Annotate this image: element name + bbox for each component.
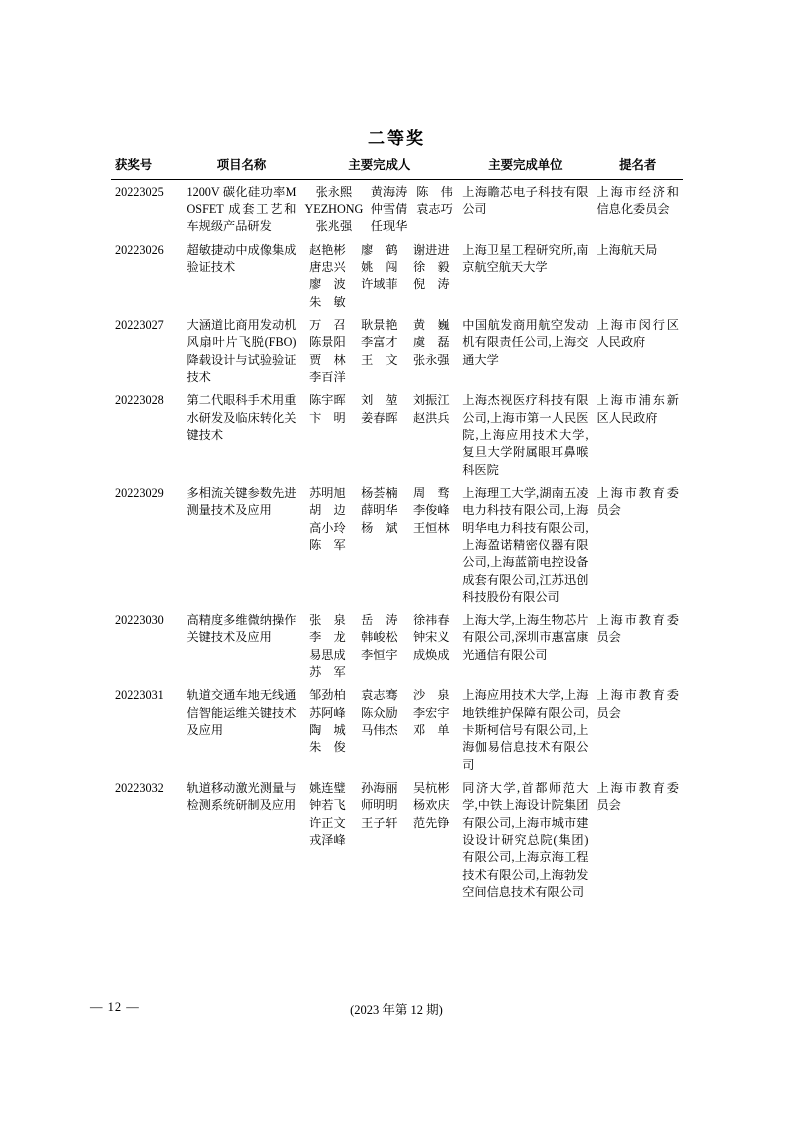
contributor-name: 姚连璧 (309, 781, 346, 796)
cell-main-contributors (300, 483, 458, 610)
cell-nominator: 上海市教育委员会 (596, 781, 679, 813)
cell-main-contributors (300, 685, 458, 778)
contributor-name: 范先铮 (413, 815, 450, 830)
contributor-grid (304, 780, 454, 849)
contributor-name: 孙海丽 (361, 781, 398, 796)
contributor-name: 李百洋 (309, 369, 346, 384)
cell-award-id: 20223029 (115, 485, 164, 500)
contributor-name: 苏阿峰 (309, 705, 346, 720)
contributor-name: 师明明 (361, 798, 398, 813)
contributor-name: 贾 林 (309, 352, 346, 367)
contributor-name: 李 龙 (309, 630, 346, 645)
cell-award-id: 20223026 (115, 242, 164, 257)
table-header-row (111, 155, 683, 179)
contributor-name: 刘 堃 (361, 393, 398, 408)
contributor-name: 姜春晖 (361, 410, 398, 425)
contributor-name: 杨荟楠 (361, 485, 398, 500)
contributor-name: 袁志巧 (416, 201, 453, 216)
contributor-name: 赵艳彬 (309, 242, 346, 257)
cell-project-name: 1200V 碳化硅功率MOSFET 成套工艺和车规级产品研发 (186, 184, 297, 234)
contributor-name: 赵洪兵 (413, 410, 450, 425)
contributor-name: 耿景艳 (361, 317, 398, 332)
contributor-name: 杨 斌 (361, 520, 398, 535)
contributor-name: 钟若飞 (309, 798, 346, 813)
contributor-name: 钟宋义 (413, 630, 450, 645)
contributor-name: 周 骛 (413, 485, 450, 500)
contributor-name: 苏 军 (309, 665, 346, 680)
cell-nominator: 上海市教育委员会 (596, 613, 679, 645)
contributor-name: 王子轩 (361, 815, 398, 830)
table-row (111, 390, 683, 483)
contributor-name: 邹劲柏 (309, 688, 346, 703)
table-row (111, 778, 683, 905)
contributor-name: 张永强 (413, 352, 450, 367)
contributor-name: 李宏宇 (413, 705, 450, 720)
contributor-name: 杨欢庆 (413, 798, 450, 813)
contributor-name: 王 文 (361, 352, 398, 367)
contributor-name: 陶 城 (309, 723, 346, 738)
table-body (111, 179, 683, 905)
cell-main-organizations: 上海杰视医疗科技有限公司,上海市第一人民医院,上海应用技术大学,复旦大学附属眼耳鼻喉科医院 (462, 393, 589, 477)
cell-main-organizations: 中国航发商用航空发动机有限责任公司,上海交通大学 (462, 317, 589, 367)
contributor-name: 许域菲 (361, 277, 398, 292)
cell-project-name: 大涵道比商用发动机风扇叶片飞脱(FBO)降载设计与试验验证技术 (186, 317, 297, 384)
cell-main-organizations: 同济大学,首都师范大学,中铁上海设计院集团有限公司,上海市城市建设设计研究总院(集团)有限公司,上海京海工程技术有限公司,上海勃发空间信息技术有限公司 (462, 781, 589, 900)
cell-award-id: 20223030 (115, 613, 164, 628)
cell-project-name: 超敏捷动中成像集成验证技术 (186, 242, 297, 274)
cell-main-contributors (300, 240, 458, 315)
contributor-name: 许正文 (309, 815, 346, 830)
cell-project-name: 第二代眼科手术用重水研发及临床转化关键技术 (186, 393, 297, 442)
contributor-grid (304, 485, 454, 554)
contributor-name: 岳 涛 (361, 613, 398, 628)
table-row (111, 240, 683, 315)
contributor-name: 徐 毅 (413, 259, 450, 274)
column-header-main-organizations: 主要完成单位 (458, 155, 592, 179)
footer-issue: (2023 年第 12 期) (350, 1003, 443, 1017)
contributor-name: 任现华 (370, 219, 408, 234)
column-header-project-name: 项目名称 (183, 155, 301, 179)
cell-main-organizations: 上海应用技术大学,上海地铁维护保障有限公司,卡斯柯信号有限公司,上海伽易信息技术有限公司 (462, 688, 589, 772)
cell-project-name: 轨道交通车地无线通信智能运维关键技术及应用 (186, 688, 297, 738)
contributor-name: 谢进进 (413, 242, 450, 257)
cell-nominator: 上海市教育委员会 (596, 485, 679, 518)
contributor-name: 成焕成 (413, 647, 450, 662)
contributor-name: 虞 磊 (413, 335, 450, 350)
contributor-grid (304, 612, 454, 681)
table-header (111, 155, 683, 179)
contributor-name: 姚 闯 (361, 259, 398, 274)
cell-award-id: 20223032 (115, 781, 164, 796)
contributor-name: 陈众励 (361, 705, 398, 720)
contributor-name: 唐忠兴 (309, 259, 346, 274)
cell-nominator: 上海市浦东新区人民政府 (596, 393, 679, 425)
contributor-name: 易思成 (309, 647, 346, 662)
cell-project-name: 高精度多维微纳操作关键技术及应用 (186, 613, 297, 645)
contributor-name: 张 泉 (309, 613, 346, 628)
cell-main-contributors (300, 390, 458, 483)
cell-award-id: 20223027 (115, 317, 164, 332)
contributor-name: 沙 泉 (413, 688, 450, 703)
cell-award-id: 20223031 (115, 688, 164, 703)
cell-main-contributors (300, 315, 458, 390)
contributor-grid (304, 392, 454, 427)
contributor-name: 韩峻松 (361, 630, 398, 645)
contributor-name: 戎泽峰 (309, 833, 346, 848)
contributor-name: 黄 巍 (413, 317, 450, 332)
contributor-name: 马伟杰 (361, 723, 398, 738)
contributor-grid (304, 317, 454, 386)
cell-award-id: 20223025 (115, 184, 164, 199)
contributor-name: 廖 波 (309, 277, 346, 292)
contributor-name: 刘振江 (413, 393, 450, 408)
contributor-name: 卞 明 (309, 410, 346, 425)
contributor-name: 徐祎春 (413, 613, 450, 628)
contributor-name: 朱 俊 (309, 740, 346, 755)
contributor-name: 倪 涛 (413, 277, 450, 292)
cell-nominator: 上海市经济和信息化委员会 (596, 184, 679, 216)
cell-nominator: 上海市教育委员会 (596, 688, 679, 720)
contributor-name: 张永熙 (315, 184, 353, 199)
table-row (111, 483, 683, 610)
contributor-name: 朱 敏 (309, 294, 346, 309)
contributor-name: 黄海涛 (370, 184, 408, 199)
contributor-name: 李俊峰 (413, 503, 450, 518)
cell-main-contributors (300, 778, 458, 905)
cell-project-name: 多相流关键参数先进测量技术及应用 (186, 485, 297, 518)
cell-award-id: 20223028 (115, 393, 164, 408)
cell-main-contributors (300, 610, 458, 685)
contributor-name: 袁志骞 (361, 688, 398, 703)
contributor-name: 张兆强 (315, 219, 353, 234)
cell-main-organizations: 上海瞻芯电子科技有限公司 (462, 184, 589, 216)
column-header-award-id: 获奖号 (111, 155, 183, 179)
cell-project-name: 轨道移动激光测量与检测系统研制及应用 (186, 781, 297, 813)
table-row (111, 685, 683, 778)
cell-main-organizations: 上海大学,上海生物芯片有限公司,深圳市惠富康光通信有限公司 (462, 613, 589, 662)
table-row (111, 179, 683, 239)
contributor-name: 廖 鹤 (361, 242, 398, 257)
contributor-name: 万 召 (309, 317, 346, 332)
contributor-name: 李恒宇 (361, 647, 398, 662)
contributor-name: 陈 伟 (416, 184, 453, 199)
cell-nominator: 上海航天局 (596, 242, 658, 257)
contributor-name: 薛明华 (361, 503, 398, 518)
contributor-name: 仲雪倩 (370, 201, 408, 216)
cell-nominator: 上海市闵行区人民政府 (596, 317, 679, 350)
contributor-name: 胡 边 (309, 503, 346, 518)
contributor-grid (304, 687, 454, 756)
cell-main-contributors (300, 179, 458, 239)
contributor-name: 邓 单 (413, 723, 450, 738)
cell-main-organizations: 上海卫星工程研究所,南京航空航天大学 (462, 242, 589, 274)
award-table (111, 155, 683, 905)
table-row (111, 610, 683, 685)
contributor-name: 王恒林 (413, 520, 450, 535)
page-title: 二等奖 (368, 129, 425, 148)
contributor-grid (304, 184, 454, 236)
contributor-name: 李富才 (361, 335, 398, 350)
column-header-main-contributors: 主要完成人 (300, 155, 458, 179)
contributor-name: YEZHONG (304, 201, 364, 216)
contributor-grid (304, 242, 454, 311)
column-header-nominator: 提名者 (593, 155, 684, 179)
contributor-name: 陈景阳 (309, 335, 346, 350)
contributor-name: 苏明旭 (309, 485, 346, 500)
contributor-name: 高小玲 (309, 520, 346, 535)
cell-main-organizations: 上海理工大学,湖南五凌电力科技有限公司,上海明华电力科技有限公司,上海盈诺精密仪器有限公司,上海蓝箭电控设备成套有限公司,江苏迅创科技股份有限公司 (462, 485, 589, 604)
contributor-name: 陈宇晖 (309, 393, 346, 408)
contributor-name: 陈 军 (309, 537, 346, 552)
footer-page-number: — 12 — (90, 1000, 140, 1014)
table-row (111, 315, 683, 390)
contributor-name: 吴杭彬 (413, 781, 450, 796)
